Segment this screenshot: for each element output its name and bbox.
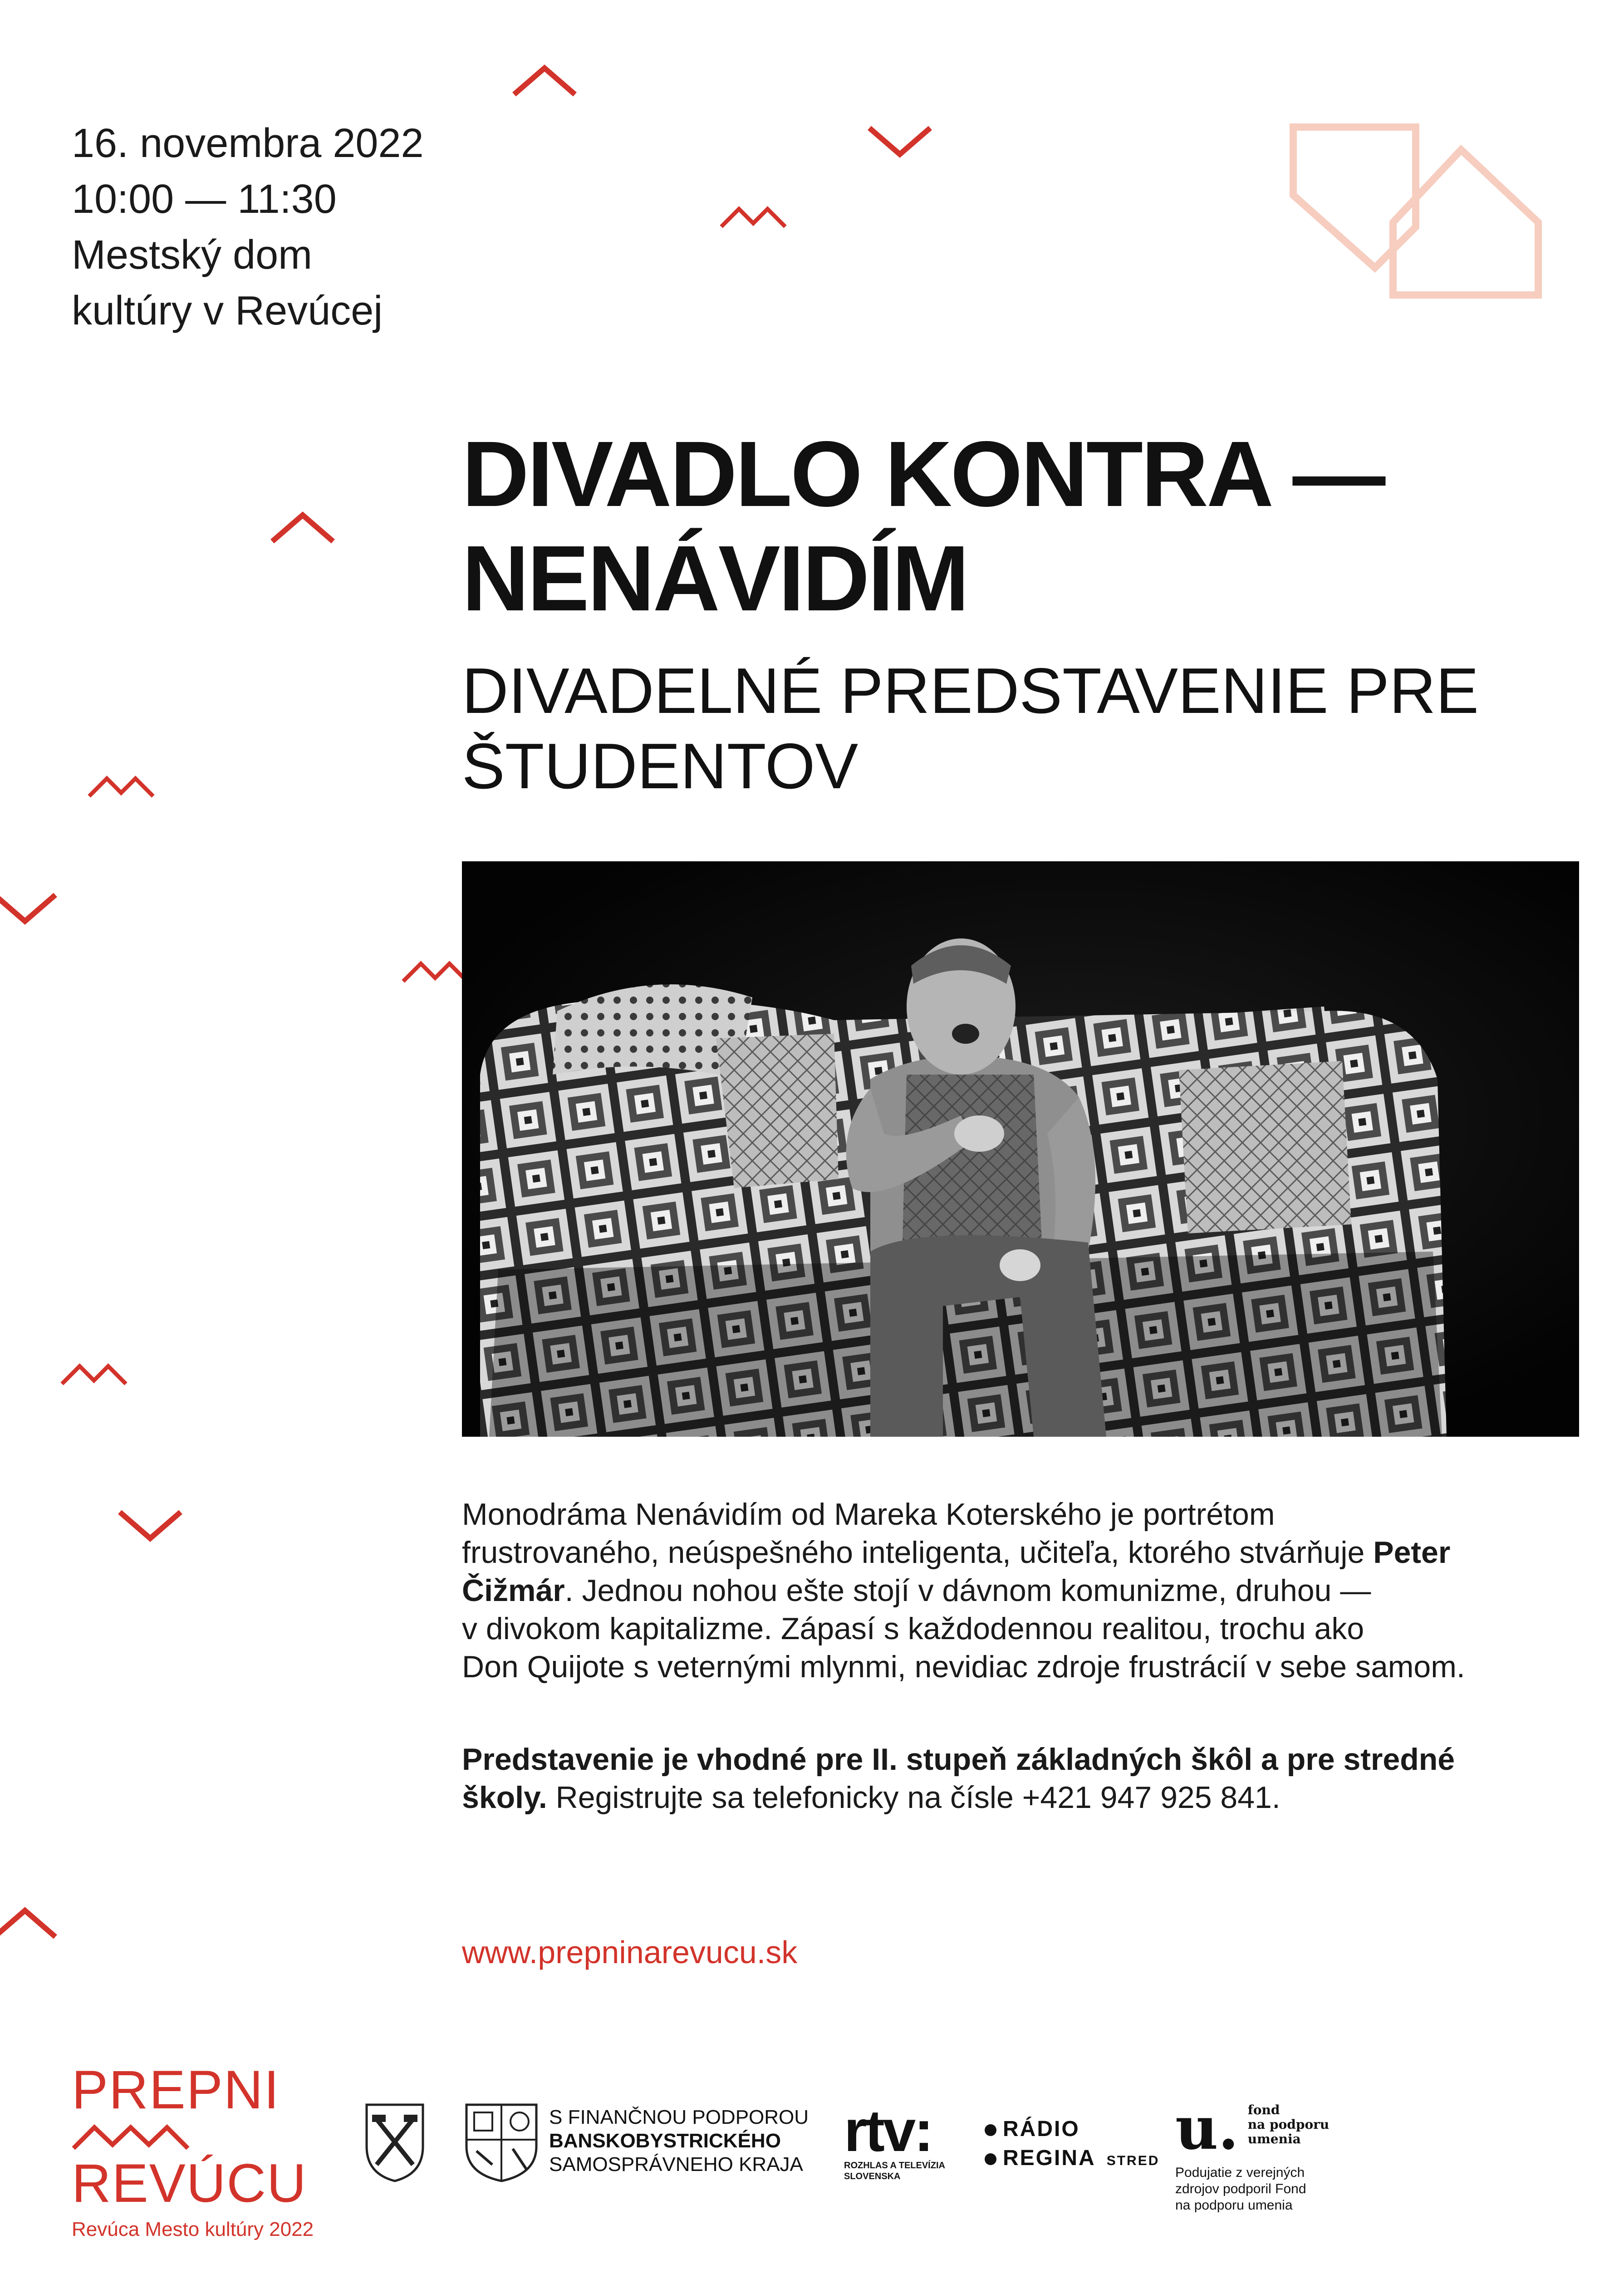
fpu-name-line1: fond xyxy=(1247,2102,1280,2117)
description-line xyxy=(462,1572,1578,1610)
event-time: 10:00 — 11:30 xyxy=(72,177,337,222)
performance-photo-illustration xyxy=(462,861,1579,1437)
chevron-down-icon xyxy=(116,1507,184,1543)
zigzag-icon xyxy=(401,954,469,991)
page-subtitle xyxy=(462,653,1479,804)
radio-line2 xyxy=(985,2144,1159,2176)
bbsk-line2: BANSKOBYSTRICKÉHO xyxy=(549,2130,781,2152)
fpu-name-line3: umenia xyxy=(1247,2131,1301,2146)
notice-bold: Predstavenie je vhodné pre II. stupeň základných škôl a pre stredné xyxy=(462,1742,1455,1777)
fpu-note-line1: Podujatie z verejných xyxy=(1175,2165,1305,2180)
bbsk-text xyxy=(549,2106,809,2176)
notice-bold: školy. xyxy=(462,1780,547,1815)
brand-logo xyxy=(72,2060,314,2241)
notice-line xyxy=(462,1740,1578,1778)
actor-name: Peter xyxy=(1373,1535,1451,1570)
bbsk-line3: SAMOSPRÁVNEHO KRAJA xyxy=(549,2153,803,2176)
radio-dot-icon xyxy=(985,2153,996,2165)
radio-stred: STRED xyxy=(1106,2153,1160,2168)
rtvs-logo xyxy=(844,2097,945,2182)
description-line: Monodráma Nenávidím od Mareka Koterského je portrétom xyxy=(462,1497,1275,1532)
website-link[interactable]: www.prepninarevucu.sk xyxy=(462,1935,798,1970)
audience-notice xyxy=(462,1740,1578,1817)
description-line: Don Quijote s veternými mlynmi, nevidiac zdroje frustrácií v sebe samom. xyxy=(462,1650,1465,1684)
chevron-down-icon xyxy=(0,889,59,926)
title-line1: DIVADLO KONTRA — xyxy=(462,422,1384,526)
rtvs-sub1: ROZHLAS A TELEVÍZIA xyxy=(844,2161,945,2171)
chevron-up-icon xyxy=(269,511,337,547)
rtvs-wordmark: rtv: xyxy=(844,2097,932,2164)
registration-text: Registrujte sa telefonicky na čísle +421 947 925 841. xyxy=(547,1780,1281,1815)
description-text: . Jednou nohou ešte stojí v dávnom komunizme, druhou — xyxy=(564,1573,1371,1608)
fpu-note-line2: zdrojov podporil Fond xyxy=(1175,2181,1306,2196)
description-text: frustrovaného, neúspešného inteligenta, učiteľa, ktorého stvárňuje xyxy=(462,1535,1374,1570)
notice-line xyxy=(462,1778,1578,1817)
brand-zigzag-icon xyxy=(72,2124,190,2151)
actor-surname: Čižmár xyxy=(462,1573,565,1608)
rtvs-sub2: SLOVENSKA xyxy=(844,2171,901,2181)
chevron-up-icon xyxy=(0,1906,59,1942)
chevron-up-icon xyxy=(510,64,579,100)
fpu-note-line3: na podporu umenia xyxy=(1175,2198,1293,2213)
subtitle-line1: DIVADELNÉ PREDSTAVENIE PRE xyxy=(462,655,1479,727)
revuca-coat-of-arms-icon xyxy=(363,2101,427,2183)
title-line2: NENÁVIDÍM xyxy=(462,526,968,630)
radio-regina-logo xyxy=(985,2115,1159,2176)
event-info xyxy=(72,116,424,339)
chevron-down-icon xyxy=(866,123,934,159)
fpu-note xyxy=(1175,2165,1329,2214)
subtitle-line2: ŠTUDENTOV xyxy=(462,730,859,802)
performance-photo xyxy=(462,861,1579,1437)
fpu-name xyxy=(1248,2103,1329,2146)
radio-line2-text: REGINA xyxy=(1003,2146,1096,2170)
bbsk-coat-of-arms-icon xyxy=(463,2101,540,2183)
radio-dot-icon xyxy=(985,2124,996,2136)
event-venue-line1: Mestský dom xyxy=(72,232,313,278)
event-date: 16. novembra 2022 xyxy=(72,121,424,166)
description-line xyxy=(462,1533,1578,1572)
brand-bottom: REVÚCU xyxy=(72,2153,307,2214)
fpu-mark: u. xyxy=(1175,2093,1239,2163)
sponsor-logos xyxy=(363,2093,1588,2269)
event-venue-line2: kultúry v Revúcej xyxy=(72,288,383,334)
bbsk-line1: S FINANČNOU PODPOROU xyxy=(549,2106,809,2128)
fpu-logo xyxy=(1175,2093,1330,2214)
radio-line1-text: RÁDIO xyxy=(1003,2117,1080,2141)
description-line: v divokom kapitalizme. Zápasí s každodennou realitou, trochu ako xyxy=(462,1611,1364,1646)
description xyxy=(462,1495,1578,1686)
zigzag-icon xyxy=(719,200,787,236)
zigzag-icon xyxy=(60,1357,128,1393)
fpu-name-line2: na podporu xyxy=(1247,2117,1330,2132)
zigzag-icon xyxy=(87,769,155,805)
page-title xyxy=(462,422,1384,631)
brand-tagline: Revúca Mesto kultúry 2022 xyxy=(72,2218,314,2240)
brand-top: PREPNI xyxy=(72,2059,280,2120)
radio-line1 xyxy=(985,2115,1159,2144)
decorative-shapes xyxy=(1280,113,1561,304)
